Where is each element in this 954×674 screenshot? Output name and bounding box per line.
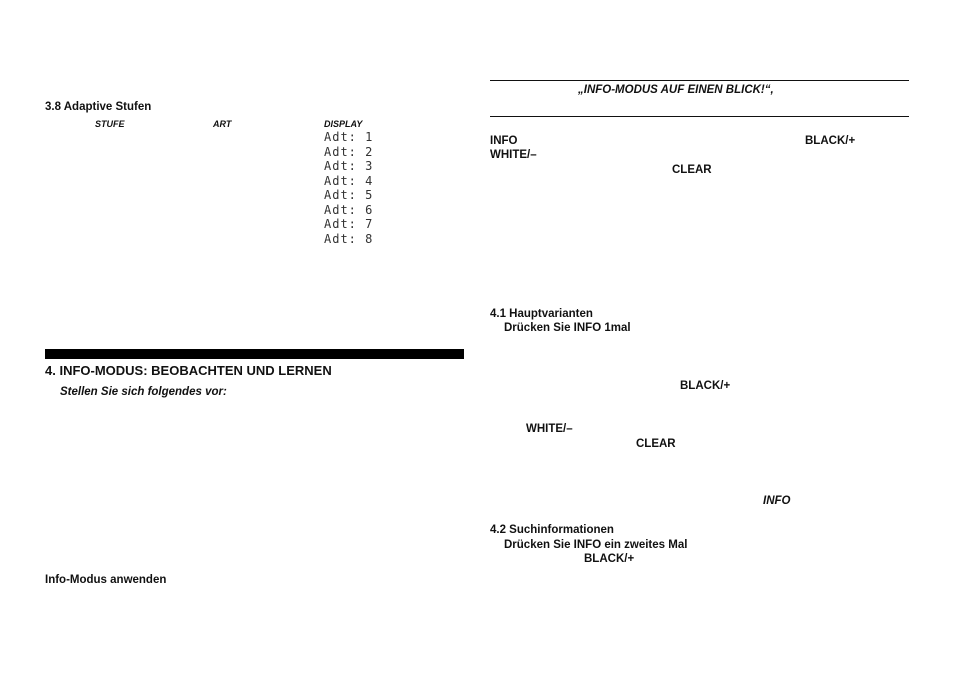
display-row: Adt: 5	[324, 187, 374, 203]
display-row: Adt: 4	[324, 173, 374, 189]
clear-key-label: CLEAR	[672, 164, 712, 176]
banner-bottom-rule	[490, 116, 909, 117]
white-minus-key-label: WHITE/–	[490, 149, 537, 161]
black-plus-key-label: BLACK/+	[680, 380, 731, 392]
chapter-title: 4. INFO-MODUS: BEOBACHTEN UND LERNEN	[45, 363, 332, 378]
clear-key-label: CLEAR	[636, 438, 676, 450]
banner-title: „INFO-MODUS AUF EINEN BLICK!“,	[578, 84, 774, 96]
info-use-heading: Info-Modus anwenden	[45, 574, 167, 586]
display-row: Adt: 3	[324, 158, 374, 174]
display-row: Adt: 6	[324, 202, 374, 218]
white-minus-key-label: WHITE/–	[526, 423, 573, 435]
black-plus-key-label: BLACK/+	[805, 135, 856, 147]
display-row: Adt: 1	[324, 129, 374, 145]
table-header-stufe: STUFE	[95, 119, 125, 129]
black-plus-key-label: BLACK/+	[584, 553, 635, 565]
table-header-display: DISPLAY	[324, 119, 363, 129]
display-row: Adt: 8	[324, 231, 374, 247]
section-heading-4-2: 4.2 Suchinformationen	[490, 524, 614, 536]
intro-italic: Stellen Sie sich folgendes vor:	[60, 386, 227, 398]
banner-top-rule	[490, 80, 909, 81]
table-header-art: ART	[213, 119, 232, 129]
info-key-label: INFO	[490, 135, 518, 147]
display-row: Adt: 2	[324, 144, 374, 160]
info-italic-label: INFO	[763, 495, 791, 507]
section-heading-4-1: 4.1 Hauptvarianten	[490, 308, 593, 320]
chapter-divider-bar	[45, 349, 464, 359]
display-row: Adt: 7	[324, 216, 374, 232]
section-heading-3-8: 3.8 Adaptive Stufen	[45, 101, 152, 113]
press-info-once: Drücken Sie INFO 1mal	[504, 322, 631, 334]
press-info-twice: Drücken Sie INFO ein zweites Mal	[504, 539, 688, 551]
